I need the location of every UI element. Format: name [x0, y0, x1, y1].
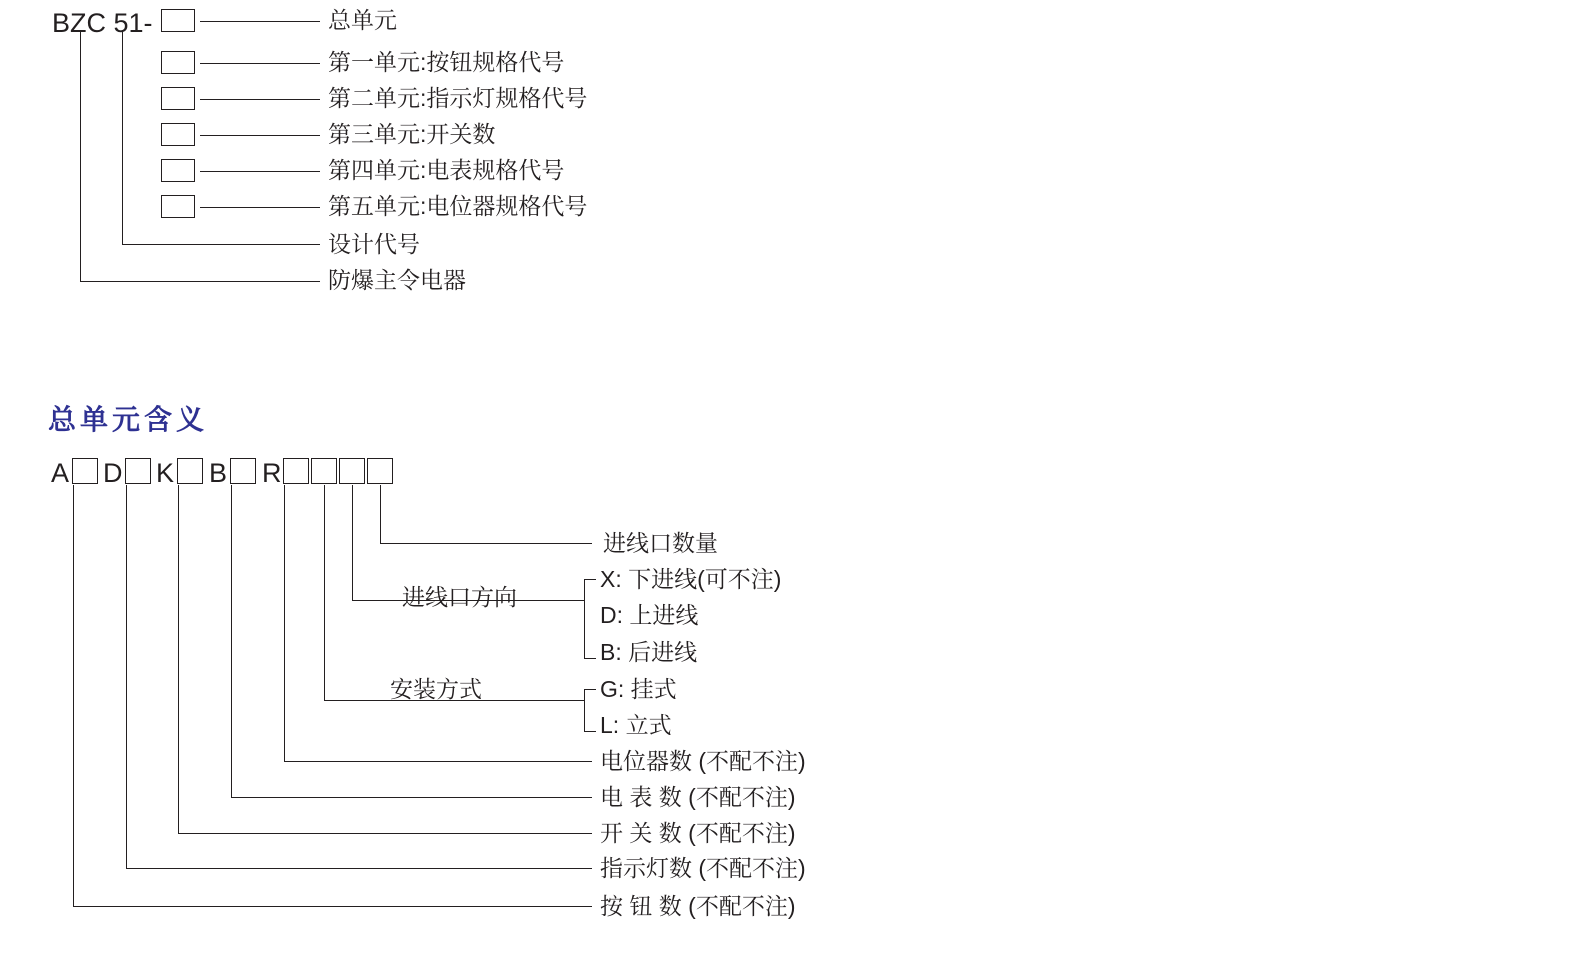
inlet-direction-option-1: D: 上进线	[600, 602, 699, 628]
button-label: 按 钮 数 (不配不注)	[600, 893, 796, 919]
unit-box-0	[161, 9, 195, 32]
code-letter-a: A	[51, 458, 70, 488]
meter-hline	[231, 797, 592, 798]
switch-label: 开 关 数 (不配不注)	[600, 820, 796, 846]
design-code-label: 设计代号	[328, 231, 420, 257]
unit-label-3: 第三单元:开关数	[328, 121, 496, 147]
inlet-direction-tick-bottom	[584, 658, 596, 659]
code-box-b	[230, 458, 256, 484]
unit-box-3	[161, 123, 195, 146]
unit-box-2	[161, 87, 195, 110]
mount-label: 安装方式	[390, 676, 482, 702]
product-name-vline	[80, 30, 81, 281]
code-letter-k: K	[156, 458, 175, 488]
mount-vline	[324, 485, 325, 700]
code-box-r	[283, 458, 309, 484]
switch-hline	[178, 833, 592, 834]
code-box-a	[72, 458, 98, 484]
section-title-total-unit: 总单元含义	[48, 404, 209, 435]
potentiometer-hline	[284, 761, 592, 762]
design-code-vline	[122, 30, 123, 244]
unit-label-1: 第一单元:按钮规格代号	[328, 49, 565, 75]
design-code-hline	[122, 244, 320, 245]
leader-line-2	[200, 99, 320, 100]
mount-tick-top	[584, 689, 596, 690]
mount-tick-bottom	[584, 731, 596, 732]
button-hline	[73, 906, 592, 907]
unit-box-5	[161, 195, 195, 218]
inlet-count-vline	[380, 485, 381, 543]
code-box-extra-3	[367, 458, 393, 484]
code-letter-d: D	[103, 458, 123, 488]
inlet-direction-brace	[584, 579, 585, 658]
meter-label: 电 表 数 (不配不注)	[600, 784, 796, 810]
indicator-vline	[126, 485, 127, 868]
unit-label-0: 总单元	[328, 7, 397, 33]
product-name-hline	[80, 281, 320, 282]
mount-option-1: L: 立式	[600, 712, 672, 738]
product-name-label: 防爆主令电器	[328, 267, 466, 293]
code-box-extra-2	[339, 458, 365, 484]
mount-brace	[584, 689, 585, 731]
unit-box-4	[161, 159, 195, 182]
code-letter-b: B	[209, 458, 228, 488]
unit-label-5: 第五单元:电位器规格代号	[328, 193, 588, 219]
switch-vline	[178, 485, 179, 833]
leader-line-5	[200, 207, 320, 208]
leader-line-4	[200, 171, 320, 172]
inlet-count-label: 进线口数量	[603, 530, 718, 556]
indicator-hline	[126, 868, 592, 869]
inlet-direction-vline	[352, 485, 353, 600]
code-box-extra-1	[311, 458, 337, 484]
code-box-d	[125, 458, 151, 484]
inlet-direction-tick-top	[584, 579, 596, 580]
inlet-count-hline	[380, 543, 592, 544]
unit-label-4: 第四单元:电表规格代号	[328, 157, 565, 183]
inlet-direction-label: 进线口方向	[402, 584, 517, 610]
unit-label-2: 第二单元:指示灯规格代号	[328, 85, 588, 111]
code-box-k	[177, 458, 203, 484]
indicator-label: 指示灯数 (不配不注)	[600, 855, 806, 881]
unit-box-1	[161, 51, 195, 74]
inlet-direction-option-2: B: 后进线	[600, 639, 698, 665]
potentiometer-label: 电位器数 (不配不注)	[600, 748, 806, 774]
potentiometer-vline	[284, 485, 285, 761]
code-letter-r: R	[262, 458, 282, 488]
leader-line-1	[200, 63, 320, 64]
inlet-direction-option-0: X: 下进线(可不注)	[600, 566, 782, 592]
leader-line-3	[200, 135, 320, 136]
mount-option-0: G: 挂式	[600, 676, 677, 702]
button-vline	[73, 485, 74, 906]
meter-vline	[231, 485, 232, 797]
leader-line-0	[200, 21, 320, 22]
model-prefix-label: BZC 51-	[52, 8, 153, 38]
